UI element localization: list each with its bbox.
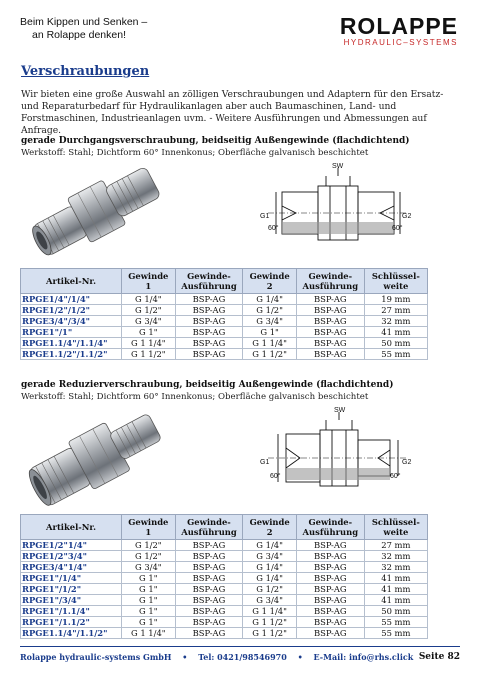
table-cell: 55 mm	[364, 628, 427, 639]
th-af1: Gewinde- Ausführung	[175, 269, 243, 294]
table-cell: BSP-AG	[296, 540, 364, 551]
table-cell: BSP-AG	[296, 327, 364, 338]
table-row	[21, 540, 428, 551]
label-g1: G1	[260, 213, 270, 220]
article-number: RPGE1"/1"	[21, 327, 122, 338]
table-row	[21, 338, 428, 349]
article-number: RPGE1"/1/2"	[21, 584, 122, 595]
table-cell: 19 mm	[364, 294, 427, 305]
brand-logo	[340, 14, 458, 48]
table-cell: BSP-AG	[175, 305, 243, 316]
technical-drawing-2	[252, 406, 422, 506]
table-cell: G 1/4"	[243, 573, 297, 584]
technical-drawing-1	[252, 160, 422, 260]
table-1	[20, 268, 428, 360]
footer-divider	[20, 646, 460, 647]
section2-subtitle: Werkstoff: Stahl; Dichtform 60° Innenkonus; Oberfläche galvanisch beschichtet	[21, 392, 369, 402]
label-angle1: 60°	[268, 225, 279, 232]
table-cell: G 1/4"	[243, 540, 297, 551]
table-row	[21, 606, 428, 617]
th-art: Artikel-Nr.	[21, 515, 122, 540]
table-cell: 50 mm	[364, 606, 427, 617]
table-cell: BSP-AG	[296, 606, 364, 617]
table-row	[21, 316, 428, 327]
table-cell: G 3/4"	[122, 562, 176, 573]
table-cell: G 1"	[122, 327, 176, 338]
page-title: Verschraubungen	[21, 64, 150, 79]
footer-email: E-Mail: info@rhs.click	[313, 652, 414, 662]
table-cell: G 3/4"	[122, 316, 176, 327]
table-cell: G 1 1/4"	[243, 606, 297, 617]
footer-bullet-2: •	[297, 652, 303, 662]
article-number: RPGE1/2"/1/2"	[21, 305, 122, 316]
article-number: RPGE1/2"3/4"	[21, 551, 122, 562]
table-cell: G 1 1/4"	[122, 338, 176, 349]
slogan	[20, 16, 147, 42]
label-sw-2: SW	[334, 407, 346, 414]
table-cell: G 3/4"	[243, 595, 297, 606]
th-af1: Gewinde- Ausführung	[175, 515, 243, 540]
th-g1: Gewinde 1	[122, 269, 176, 294]
table-cell: 32 mm	[364, 316, 427, 327]
table-cell: G 1"	[122, 595, 176, 606]
table-cell: 55 mm	[364, 617, 427, 628]
table-cell: G 1/2"	[122, 540, 176, 551]
table-cell: BSP-AG	[175, 628, 243, 639]
table-cell: 41 mm	[364, 573, 427, 584]
table-cell: G 3/4"	[243, 316, 297, 327]
footer	[20, 652, 460, 662]
table-row	[21, 294, 428, 305]
table-cell: 41 mm	[364, 595, 427, 606]
table-cell: G 1/2"	[122, 551, 176, 562]
table-cell: BSP-AG	[296, 305, 364, 316]
section1-title: gerade Durchgangsverschraubung, beidseitig Außengewinde (flachdichtend)	[21, 136, 410, 146]
table-cell: G 1 1/4"	[243, 338, 297, 349]
table-cell: BSP-AG	[175, 338, 243, 349]
table-cell: G 1/2"	[243, 584, 297, 595]
article-number: RPGE1.1/4"/1.1/2"	[21, 628, 122, 639]
footer-company: Rolappe hydraulic-systems GmbH	[20, 652, 172, 662]
table-cell: G 1"	[243, 327, 297, 338]
label-angle2: 60°	[392, 225, 403, 232]
table-cell: BSP-AG	[175, 617, 243, 628]
table-cell: BSP-AG	[175, 573, 243, 584]
article-number: RPGE3/4"1/4"	[21, 562, 122, 573]
table-cell: BSP-AG	[296, 617, 364, 628]
table-cell: G 1"	[122, 617, 176, 628]
table-cell: G 3/4"	[243, 551, 297, 562]
table-cell: G 1/4"	[122, 294, 176, 305]
table-cell: BSP-AG	[175, 540, 243, 551]
label-angle1-2: 60°	[270, 473, 281, 480]
table-cell: BSP-AG	[296, 595, 364, 606]
footer-bullet-1: •	[182, 652, 188, 662]
table-cell: G 1"	[122, 606, 176, 617]
table-cell: 50 mm	[364, 338, 427, 349]
article-number: RPGE1/4"/1/4"	[21, 294, 122, 305]
label-g1-2: G1	[260, 459, 270, 466]
table-cell: G 1/2"	[122, 305, 176, 316]
table-cell: BSP-AG	[175, 316, 243, 327]
table-cell: BSP-AG	[296, 349, 364, 360]
section1-subtitle: Werkstoff: Stahl; Dichtform 60° Innenkonus; Oberfläche galvanisch beschichtet	[21, 148, 369, 158]
article-number: RPGE1"/1.1/4"	[21, 606, 122, 617]
table-cell: BSP-AG	[296, 628, 364, 639]
table-cell: 27 mm	[364, 305, 427, 316]
table-row	[21, 327, 428, 338]
th-af2: Gewinde- Ausführung	[296, 269, 364, 294]
table-cell: G 1 1/2"	[243, 349, 297, 360]
table-cell: BSP-AG	[175, 606, 243, 617]
table-cell: G 1 1/2"	[243, 617, 297, 628]
section2-title: gerade Reduzierverschraubung, beidseitig Außengewinde (flachdichtend)	[21, 380, 394, 390]
table-cell: BSP-AG	[296, 338, 364, 349]
table-row	[21, 584, 428, 595]
table-cell: BSP-AG	[175, 349, 243, 360]
label-g2-2: G2	[402, 459, 412, 466]
article-number: RPGE1/2"1/4"	[21, 540, 122, 551]
table-cell: BSP-AG	[175, 551, 243, 562]
article-number: RPGE1"/3/4"	[21, 595, 122, 606]
th-g1: Gewinde 1	[122, 515, 176, 540]
table-cell: BSP-AG	[175, 595, 243, 606]
th-g2: Gewinde 2	[243, 515, 297, 540]
slogan-line-1: Beim Kippen und Senken –	[20, 16, 148, 28]
article-number: RPGE1.1/4"/1.1/4"	[21, 338, 122, 349]
table-cell: 41 mm	[364, 327, 427, 338]
table-row	[21, 573, 428, 584]
th-sw: Schlüssel- weite	[364, 515, 427, 540]
table-row	[21, 349, 428, 360]
table-row	[21, 617, 428, 628]
fitting-photo-1	[22, 164, 172, 256]
brand-subtitle: HYDRAULIC–SYSTEMS	[343, 38, 458, 47]
table-cell: G 1"	[122, 573, 176, 584]
th-g2: Gewinde 2	[243, 269, 297, 294]
article-number: RPGE3/4"/3/4"	[21, 316, 122, 327]
table-row	[21, 305, 428, 316]
th-art: Artikel-Nr.	[21, 269, 122, 294]
article-number: RPGE1.1/2"/1.1/2"	[21, 349, 122, 360]
table-row	[21, 562, 428, 573]
table-cell: G 1 1/2"	[243, 628, 297, 639]
table-cell: BSP-AG	[296, 584, 364, 595]
brand-name: ROLAPPE	[339, 13, 458, 39]
table-cell: BSP-AG	[296, 573, 364, 584]
table-cell: G 1/4"	[243, 562, 297, 573]
table-cell: G 1 1/2"	[122, 349, 176, 360]
table-cell: 32 mm	[364, 551, 427, 562]
table-row	[21, 551, 428, 562]
table-cell: G 1/2"	[243, 305, 297, 316]
table-cell: 41 mm	[364, 584, 427, 595]
table-cell: BSP-AG	[296, 316, 364, 327]
page-number: Seite 82	[418, 652, 460, 662]
th-af2: Gewinde- Ausführung	[296, 515, 364, 540]
table-cell: BSP-AG	[175, 294, 243, 305]
table-cell: 27 mm	[364, 540, 427, 551]
table-cell: BSP-AG	[296, 551, 364, 562]
fitting-photo-2	[22, 406, 172, 506]
table-cell: 55 mm	[364, 349, 427, 360]
table-cell: G 1"	[122, 584, 176, 595]
table-cell: G 1 1/4"	[122, 628, 176, 639]
table-row	[21, 628, 428, 639]
table-header-row	[21, 269, 428, 294]
slogan-line-2: an Rolappe denken!	[32, 29, 126, 41]
label-sw: SW	[332, 163, 344, 170]
intro-paragraph: Wir bieten eine große Auswahl an zölligen Verschraubungen und Adaptern für den Ersatz- und Reparaturbedarf für Hydraulikanlagen aber auch Baumaschinen, Land- und Forstmaschinen, Industrieanlagen uvm. - Weitere Ausführungen und Abmessungen auf Anfrage.	[21, 89, 444, 136]
table-cell: BSP-AG	[175, 327, 243, 338]
table-cell: BSP-AG	[175, 584, 243, 595]
table-cell: BSP-AG	[296, 562, 364, 573]
table-row	[21, 595, 428, 606]
table-header-row	[21, 515, 428, 540]
label-g2: G2	[402, 213, 412, 220]
table-cell: 32 mm	[364, 562, 427, 573]
table-cell: G 1/4"	[243, 294, 297, 305]
table-2	[20, 514, 428, 639]
th-sw: Schlüssel- weite	[364, 269, 427, 294]
label-angle2-2: 60°	[390, 473, 401, 480]
article-number: RPGE1"/1/4"	[21, 573, 122, 584]
footer-phone: Tel: 0421/98546970	[198, 652, 287, 662]
table-cell: BSP-AG	[296, 294, 364, 305]
table-cell: BSP-AG	[175, 562, 243, 573]
article-number: RPGE1"/1.1/2"	[21, 617, 122, 628]
